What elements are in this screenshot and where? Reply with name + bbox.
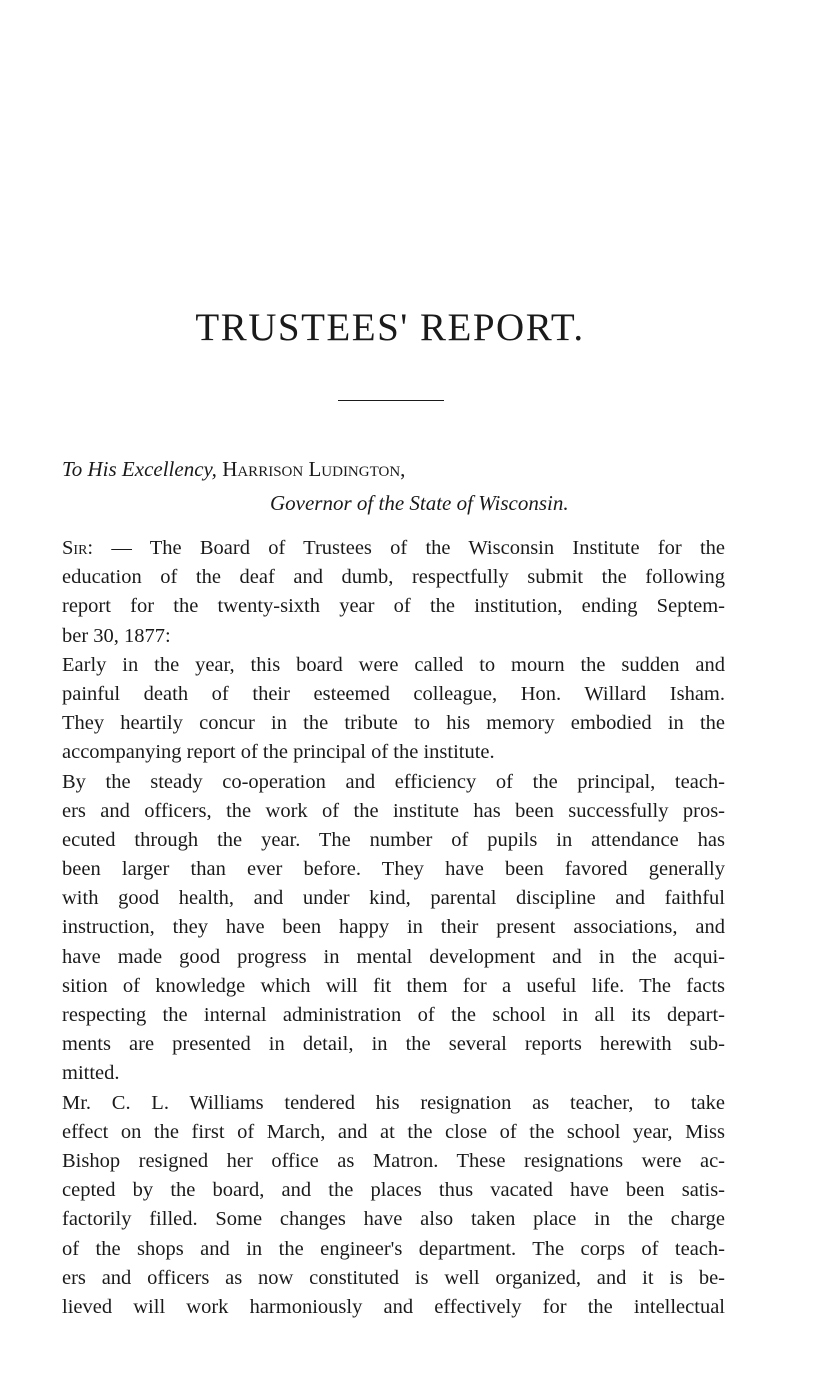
title-divider	[338, 400, 444, 401]
body-line: Sir: — The Board of Trustees of the Wisconsin Institute for the	[62, 537, 725, 559]
report-body	[62, 534, 725, 1322]
body-line: of the shops and in the engineer's department. The corps of teach-	[62, 1237, 725, 1260]
body-line: respecting the internal administration of the school in all its depart-	[62, 1004, 725, 1026]
body-line: By the steady co-operation and efficiency of the principal, teach-	[62, 770, 725, 793]
body-line: Early in the year, this board were called to mourn the sudden and	[62, 653, 725, 676]
body-line: sition of knowledge which will fit them for a useful life. The facts	[62, 974, 725, 997]
address-line-1	[62, 455, 569, 483]
body-line: been larger than ever before. They have been favored generally	[62, 858, 725, 881]
body-line: painful death of their esteemed colleague, Hon. Willard Isham.	[62, 682, 725, 705]
body-line: effect on the first of March, and at the close of the school year, Miss	[62, 1120, 725, 1143]
address-block	[62, 455, 569, 517]
body-line: ecuted through the year. The number of pupils in attendance has	[62, 828, 725, 851]
body-line: lieved will work harmoniously and effectively for the intellectual	[62, 1295, 725, 1318]
body-line: mitted.	[62, 1062, 120, 1085]
body-line: have made good progress in mental development and in the acqui-	[62, 945, 725, 968]
recipient-title: Governor of the State of Wisconsin.	[270, 491, 569, 515]
body-line: report for the twenty-sixth year of the institution, ending Septem-	[62, 595, 725, 618]
page-title: TRUSTEES' REPORT.	[195, 306, 585, 349]
body-line: education of the deaf and dumb, respectfully submit the following	[62, 566, 725, 589]
body-line: factorily filled. Some changes have also taken place in the charge	[62, 1208, 725, 1231]
body-line: with good health, and under kind, parental discipline and faithful	[62, 887, 725, 910]
body-line: ers and officers as now constituted is well organized, and it is be-	[62, 1266, 725, 1289]
body-line: They heartily concur in the tribute to his memory embodied in the	[62, 712, 725, 735]
body-line: cepted by the board, and the places thus vacated have been satis-	[62, 1179, 725, 1202]
recipient-name: Harrison Ludington,	[222, 457, 406, 481]
body-line: Mr. C. L. Williams tendered his resignation as teacher, to take	[62, 1091, 725, 1114]
body-line: ber 30, 1877:	[62, 624, 171, 647]
salutation: To His Excellency,	[62, 457, 217, 481]
body-line: instruction, they have been happy in their present associations, and	[62, 916, 725, 939]
body-line: accompanying report of the principal of the institute.	[62, 741, 495, 764]
body-line: Bishop resigned her office as Matron. These resignations were ac-	[62, 1149, 725, 1172]
body-line: ers and officers, the work of the institute has been successfully pros-	[62, 799, 725, 822]
salutation-sir: Sir:	[62, 537, 94, 559]
body-line: ments are presented in detail, in the several reports herewith sub-	[62, 1033, 725, 1056]
